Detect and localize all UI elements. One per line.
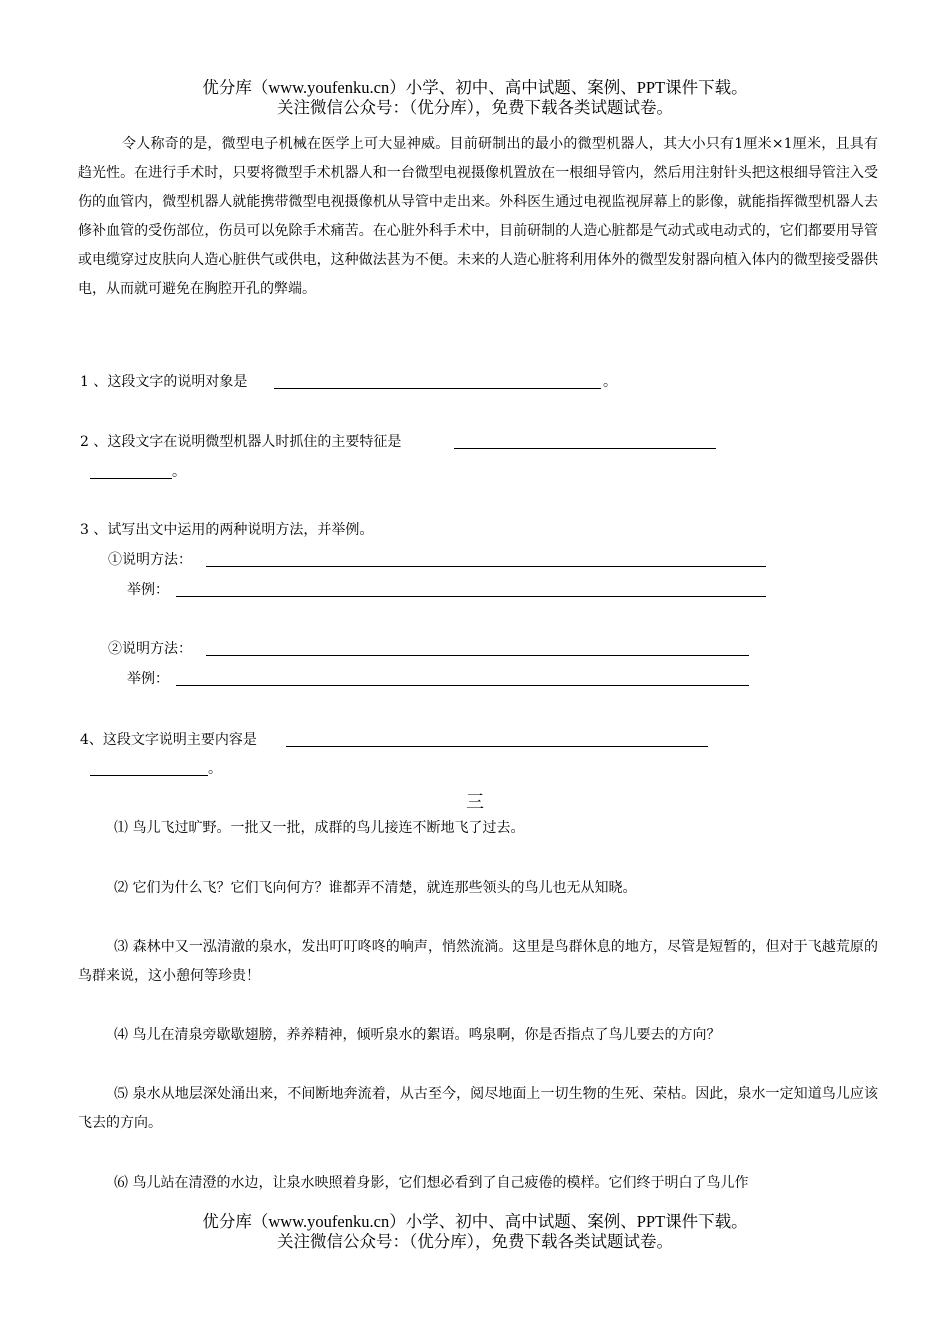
section-paragraph-1: ⑴ 鸟儿飞过旷野。一批又一批，成群的鸟儿接连不断地飞了过去。 (114, 820, 525, 836)
method-1-label: ①说明方法： (108, 552, 192, 568)
header-line-2: 关注微信公众号：（优分库），免费下载各类试题试卷。 (277, 98, 673, 117)
section-title: 三 (466, 792, 484, 813)
section-paragraph-4: ⑷ 鸟儿在清泉旁歇歇翅膀，养养精神，倾听泉水的絮语。鸣泉啊，你是否指点了鸟儿要去的方向？ (114, 1027, 721, 1043)
passage-paragraph: 令人称奇的是，微型电子机械在医学上可大显神威。目前研制出的最小的微型机器人，其大小只有1厘米×1厘米，且具有趋光性。在进行手术时，只要将微型手术机器人和一台微型电视摄像机置放在一根细导管内，然后用注射针头把这根细导管注入受伤的血管内，微型机器人就能携带微型电视摄像机从导管中走出来。外科医生通过电视监视屏幕上的影像，就能指挥微型机器人去修补血管的受伤部位，伤员可以免除手术痛苦。在心脏外科手术中，目前研制的人造心脏都是气动式或电动式的，它们都要用导管或电缆穿过皮肤向人造心脏供气或供电，这种做法甚为不便。未来的人造心脏将利用体外的微型发射器向植入体内的微型接受器供电，从而就可避免在胸腔开孔的弊端。 (78, 136, 878, 297)
example-2-label: 举例： (127, 671, 169, 687)
section-paragraph-3: ⑶ 森林中又一泓清澈的泉水，发出叮叮咚咚的响声，悄然流淌。这里是鸟群休息的地方，尽管是短暂的，但对于飞越荒原的鸟群来说，这小憩何等珍贵！ (78, 939, 878, 984)
question-4-end: 。 (208, 761, 222, 777)
section-paragraph-2: ⑵ 它们为什么飞？它们飞向何方？谁都弄不清楚，就连那些领头的鸟儿也无从知晓。 (114, 880, 637, 896)
method-1-blank[interactable] (206, 566, 766, 567)
question-2: 2 、这段文字在说明微型机器人时抓住的主要特征是 (80, 434, 402, 450)
answer-blank-2a[interactable] (454, 448, 716, 449)
question-3: 3 、试写出文中运用的两种说明方法，并举例。 (80, 522, 374, 538)
example-1-blank[interactable] (176, 596, 766, 597)
section-paragraph-5: ⑸ 泉水从地层深处涌出来，不间断地奔流着，从古至今，阅尽地面上一切生物的生死、荣枯。因此，泉水一定知道鸟儿应该飞去的方向。 (78, 1086, 878, 1131)
answer-blank-4b[interactable] (90, 775, 208, 776)
header-line-1: 优分库（www.youfenku.cn）小学、初中、高中试题、案例、PPT课件下载。 (202, 78, 748, 97)
question-1-end: 。 (603, 374, 617, 390)
example-2-blank[interactable] (176, 685, 749, 686)
question-1: 1 、这段文字的说明对象是 (80, 374, 248, 390)
footer-line-2: 关注微信公众号：（优分库），免费下载各类试题试卷。 (277, 1232, 673, 1251)
question-2-end: 。 (172, 464, 186, 480)
example-1-label: 举例： (127, 582, 169, 598)
answer-blank-4a[interactable] (286, 746, 708, 747)
question-4: 4、这段文字说明主要内容是 (80, 732, 257, 748)
method-2-label: ②说明方法： (108, 641, 192, 657)
answer-blank-1[interactable] (274, 388, 601, 389)
method-2-blank[interactable] (206, 655, 749, 656)
answer-blank-2b[interactable] (90, 478, 172, 479)
footer-line-1: 优分库（www.youfenku.cn）小学、初中、高中试题、案例、PPT课件下载。 (202, 1212, 748, 1231)
section-paragraph-6: ⑹ 鸟儿站在清澄的水边，让泉水映照着身影，它们想必看到了自己疲倦的模样。它们终于明白了鸟儿作 (114, 1175, 749, 1191)
